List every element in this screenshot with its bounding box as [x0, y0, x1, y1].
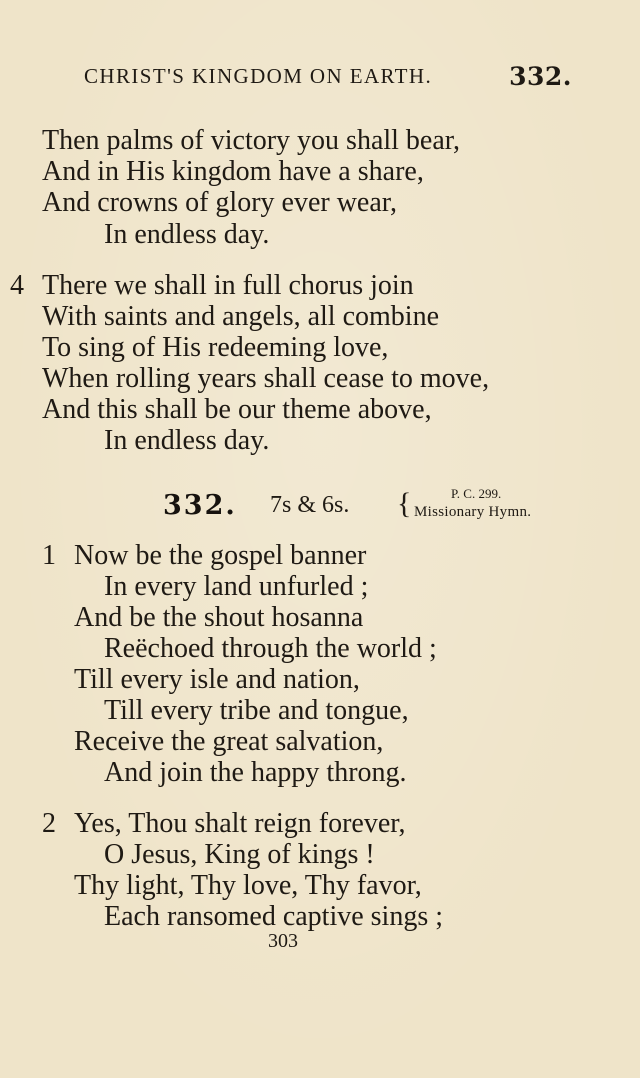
verse-line: Till every isle and nation, — [74, 664, 360, 695]
verse-line: O Jesus, King of kings ! — [104, 839, 375, 870]
verse-line: Yes, Thou shalt reign forever, — [74, 808, 406, 839]
verse-line: With saints and angels, all combine — [42, 301, 440, 332]
verse-line: Receive the great salvation, — [74, 726, 384, 757]
hymn-heading — [163, 486, 583, 530]
verse-line: And in His kingdom have a share, — [42, 156, 424, 187]
hymn-meter: 7s & 6s. — [270, 492, 350, 518]
verse-line: In endless day. — [104, 425, 270, 456]
verse-line: Then palms of victory you shall bear, — [42, 125, 460, 156]
verse-line: And crowns of glory ever wear, — [42, 187, 397, 218]
running-header — [84, 64, 574, 98]
verse-line: And join the happy throng. — [104, 757, 407, 788]
brace-glyph: { — [397, 487, 412, 520]
verse-line: When rolling years shall cease to move, — [42, 363, 490, 394]
verse-line: In endless day. — [104, 219, 270, 250]
verse-line: To sing of His redeeming love, — [42, 332, 389, 363]
verse-line: In every land unfurled ; — [104, 571, 369, 602]
verse-line: Till every tribe and tongue, — [104, 695, 409, 726]
verse-number: 1 — [42, 540, 56, 571]
verse-line: Thy light, Thy love, Thy favor, — [74, 870, 422, 901]
tune-name: Missionary Hymn. — [414, 504, 532, 520]
verse-line: And this shall be our theme above, — [42, 394, 432, 425]
verse-line: Reëchoed through the world ; — [104, 633, 437, 664]
header-title: CHRIST'S KINGDOM ON EARTH. — [84, 64, 433, 88]
hymn-number: 332. — [163, 490, 237, 521]
stanza-number: 4 — [10, 270, 24, 301]
verse-number: 2 — [42, 808, 56, 839]
verse-line: Now be the gospel banner — [74, 540, 367, 571]
page-number: 303 — [268, 930, 298, 952]
verse-line: Each ransomed captive sings ; — [104, 901, 444, 932]
verse-line: And be the shout hosanna — [74, 602, 364, 633]
verse-line: There we shall in full chorus join — [42, 270, 414, 301]
header-hymn-number: 332. — [509, 62, 572, 91]
tune-reference: P. C. 299. — [451, 486, 502, 501]
